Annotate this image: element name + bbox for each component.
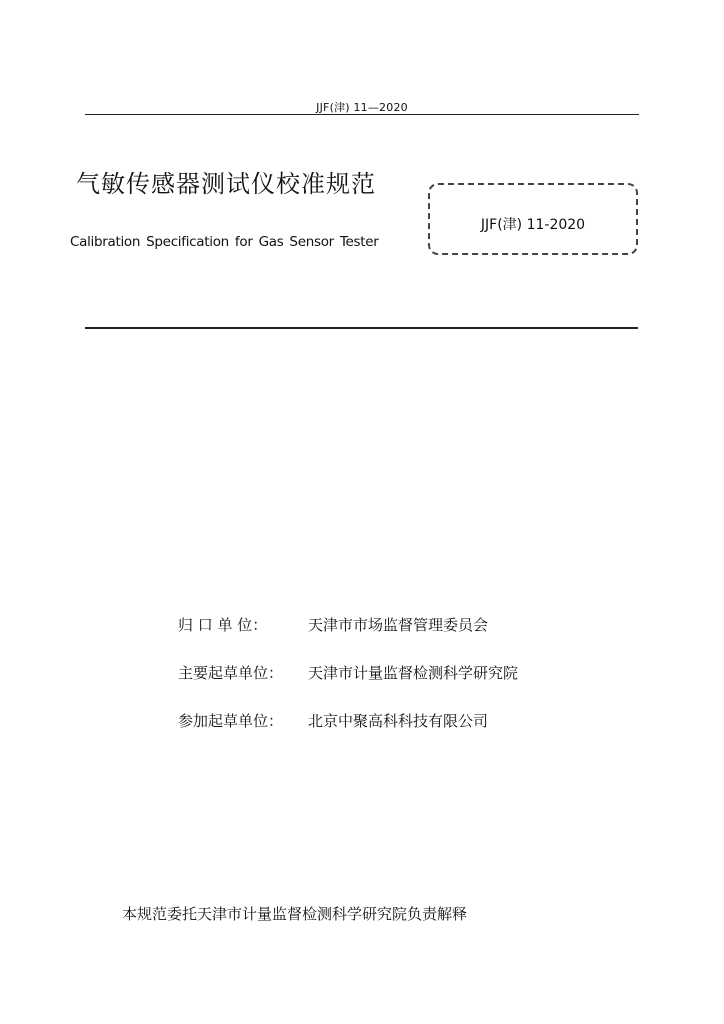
header-rule	[85, 114, 639, 115]
org-value-main-drafter: 天津市计量监督检测科学研究院	[308, 664, 519, 682]
title-chinese: 气敏传感器测试仪校准规范	[76, 170, 376, 198]
org-value-participating-drafter: 北京中聚高科科技有限公司	[308, 712, 489, 730]
interpretation-note: 本规范委托天津市计量监督检测科学研究院负责解释	[122, 905, 468, 923]
org-value-responsible: 天津市市场监督管理委员会	[308, 616, 489, 634]
standard-code-box	[428, 183, 638, 255]
org-label-main-drafter: 主要起草单位：	[178, 664, 284, 682]
org-label-responsible: 归 口 单 位：	[178, 616, 268, 634]
org-row-participating-drafter	[178, 710, 488, 731]
standard-code-box-text: JJF(津) 11-2020	[480, 217, 586, 233]
org-row-responsible	[178, 614, 488, 635]
header-standard-code: JJF(津) 11—2020	[316, 101, 408, 114]
title-english: Calibration Specification for Gas Sensor Tester	[70, 234, 379, 250]
title-separator-rule	[85, 327, 638, 329]
org-label-participating-drafter: 参加起草单位：	[178, 712, 284, 730]
org-row-main-drafter	[178, 662, 518, 683]
